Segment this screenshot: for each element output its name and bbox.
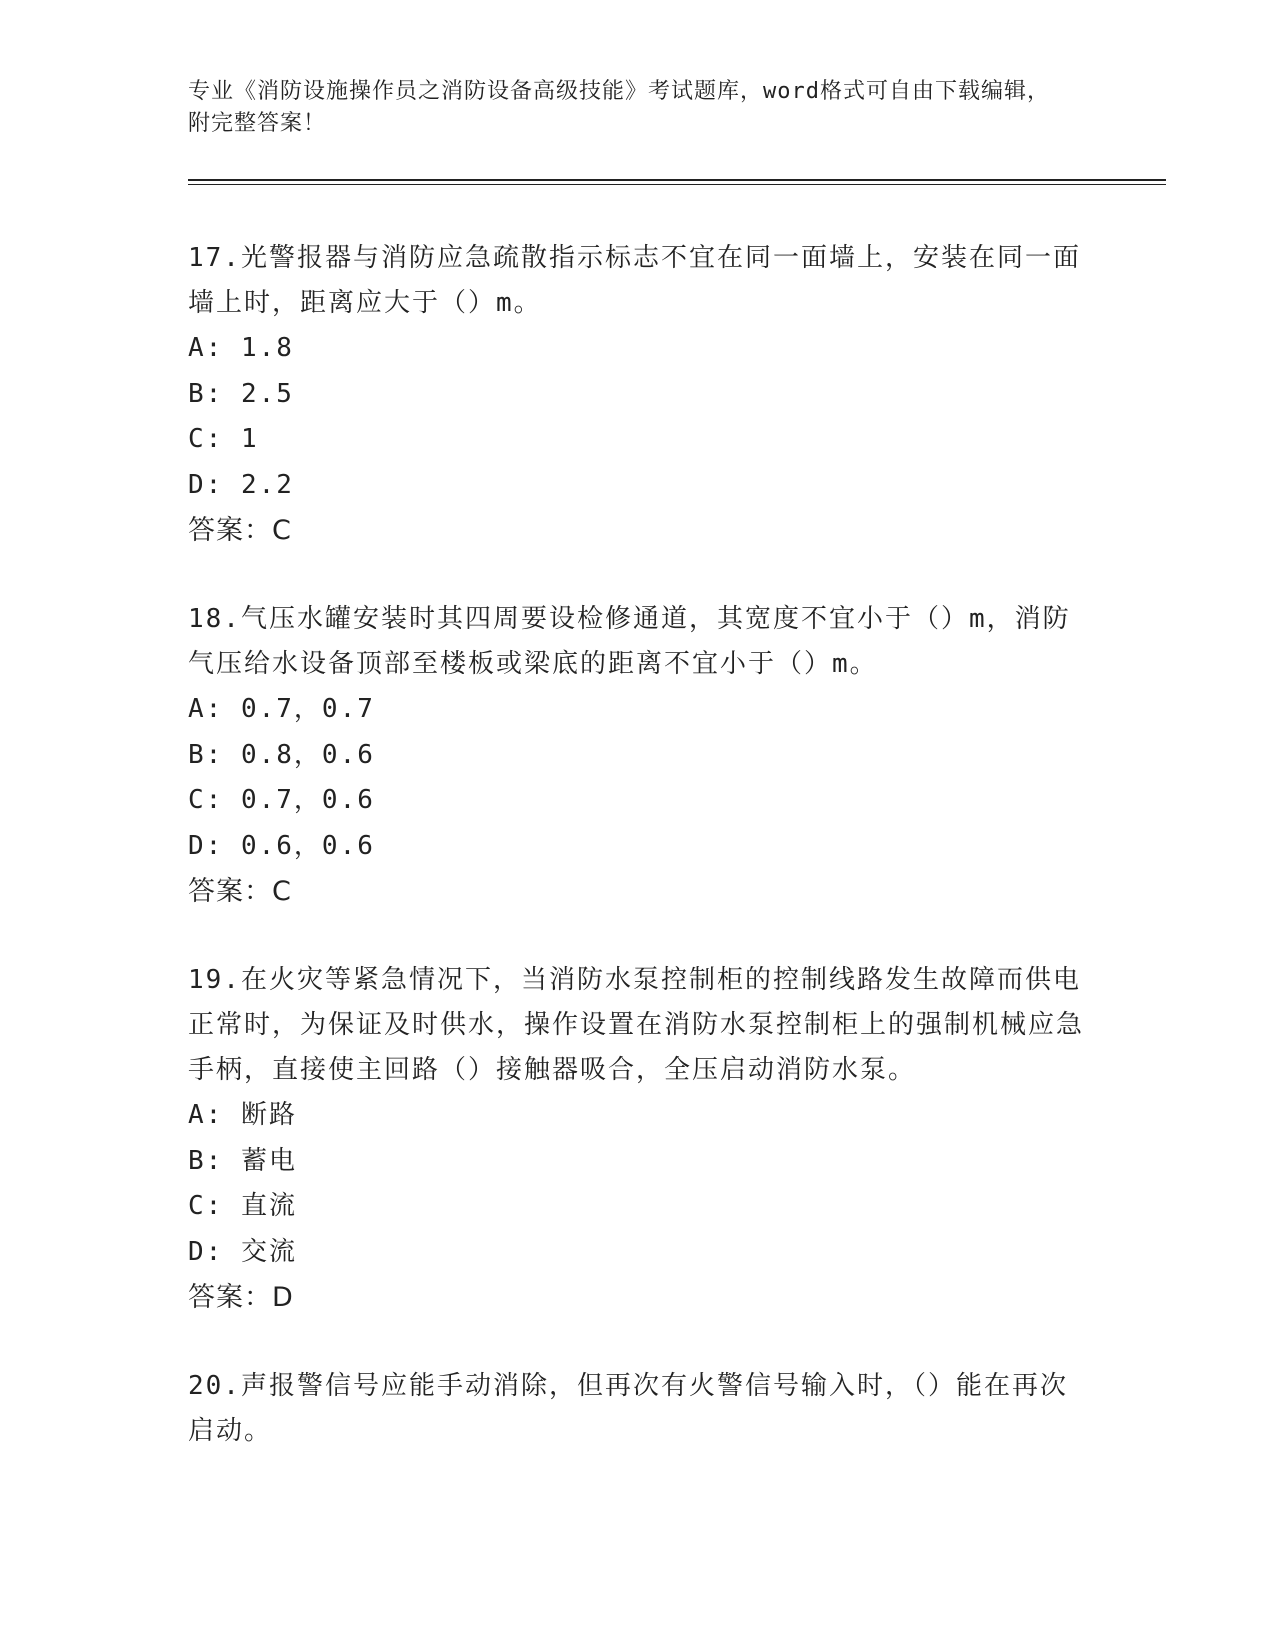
question-18 [188,597,1088,914]
option-c: C: 1 [188,424,259,454]
option-c: C: 0.7，0.6 [188,785,375,815]
option-d: D: 交流 [188,1236,297,1267]
option-b: B: 2.5 [188,378,294,409]
answer-line: 答案：C [188,515,292,546]
option-d: D: 2.2 [188,469,294,500]
option-b: B: 蓄电 [188,1145,297,1176]
header-divider [188,179,1166,185]
question-list [188,236,1088,1498]
option-a: A: 1.8 [188,333,294,363]
question-20 [188,1364,1088,1454]
option-a: A: 断路 [188,1100,297,1130]
question-text: 20.声报警信号应能手动消除，但再次有火警信号输入时，（）能在再次启动。 [188,1371,1068,1446]
option-a: A: 0.7，0.7 [188,694,375,724]
option-b: B: 0.8，0.6 [188,739,375,770]
option-c: C: 直流 [188,1191,297,1221]
question-text: 19.在火灾等紧急情况下，当消防水泵控制柜的控制线路发生故障而供电正常时，为保证及时供水，操作设置在消防水泵控制柜上的强制机械应急手柄，直接使主回路（）接触器吸合，全压启动消防水泵。 [188,965,1085,1085]
question-text: 18.气压水罐安装时其四周要设检修通道，其宽度不宜小于（）m，消防气压给水设备顶部至楼板或梁底的距离不宜小于（）m。 [188,604,1071,679]
answer-line: 答案：D [188,1282,294,1313]
option-d: D: 0.6，0.6 [188,830,375,861]
question-text: 17.光警报器与消防应急疏散指示标志不宜在同一面墙上，安装在同一面墙上时，距离应大于（）m。 [188,243,1081,318]
answer-line: 答案：C [188,876,292,907]
question-17 [188,236,1088,553]
document-header: 专业《消防设施操作员之消防设备高级技能》考试题库，word格式可自由下载编辑，附完整答案！ [188,79,1050,136]
question-19 [188,958,1088,1320]
